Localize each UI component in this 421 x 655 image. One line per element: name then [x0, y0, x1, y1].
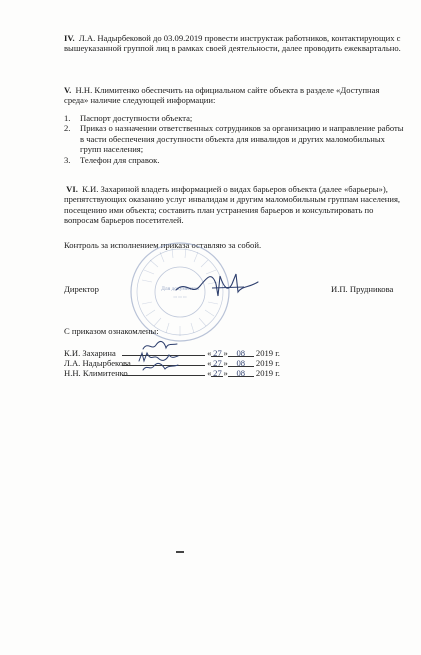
section-v [64, 85, 404, 106]
section-vi-numeral: VI. [66, 184, 78, 194]
control-line: Контроль за исполнением приказа оставляю за собой. [64, 240, 262, 250]
section-v-text: Н.Н. Климитенко обеспечить на официальном сайте объекта в разделе «Доступная среда» наличие следующей информации: [64, 85, 380, 106]
acquaintance-row: Н.Н. Климитенко « 27 » 08 2019 г. [64, 368, 280, 378]
page-dash [176, 551, 184, 553]
director-name: И.П. Прудникова [331, 284, 394, 294]
director-title: Директор [64, 284, 99, 294]
acquainted-heading: С приказом ознакомлены: [64, 326, 159, 336]
section-v-numeral: V. [64, 85, 72, 95]
stamp-inner-text: Для документов [161, 286, 199, 292]
section-iv-numeral: IV. [64, 33, 75, 43]
acquaintance-row: К.И. Захарина « 27 » 08 2019 г. [64, 348, 280, 358]
list-item: 1. Паспорт доступности объекта; [64, 113, 193, 123]
acquaintance-row: Л.А. Надырбекова « 27 » 08 2019 г. [64, 358, 280, 368]
list-item: 3. Телефон для справок. [64, 154, 160, 165]
section-iv [64, 33, 404, 54]
section-vi-text: К.И. Захариной владеть информацией о видах барьеров объекта (далее «барьеры»), препятствующих оказанию услуг инвалидам и другим маломобильным группам населения, посещению ими объекта; составить план устранения барьеров и консультировать по вопросам барьеров посетителей. [64, 184, 401, 226]
director-signature [172, 266, 262, 302]
section-iv-text: Л.А. Надырбековой до 03.09.2019 провести инструктаж работников, контактирующих с вышеуказанной группой лиц в рамках своей деятельности, далее проводить ежеквартально. [64, 33, 401, 54]
klimitenko-signature [140, 361, 180, 373]
section-vi [64, 184, 404, 226]
section-v-list [64, 113, 404, 165]
list-item: 2. Приказ о назначении ответственных сотрудников за организацию и направление работы в части обеспечения доступности объекта для инвалидов и других маломобильных групп населения; [64, 123, 404, 155]
svg-text:▭ ▭ ▭: ▭ ▭ ▭ [173, 294, 187, 299]
